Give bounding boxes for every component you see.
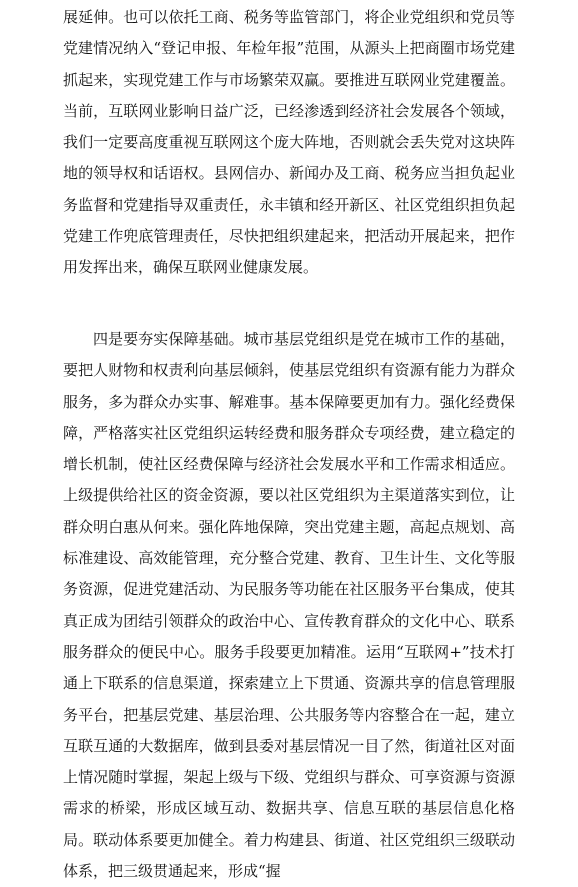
body-paragraph-1: 展延伸。也可以依托工商、税务等监管部门，将企业党组织和党员等党建情况纳入“登记申报、年检年报”范围，从源头上把商圈市场党建抓起来，实现党建工作与市场繁荣双赢。要推进互联网业党建覆盖。当前，互联网业影响日益广泛，已经渗透到经济社会发展各个领域，我们一定要高度重视互联网这个庞大阵地，否则就会丢失党对这块阵地的领导权和话语权。县网信办、新闻办及工商、税务应当担负起业务监督和党建指导双重责任，永丰镇和经开新区、社区党组织担负起党建工作兜底管理责任，尽快把组织建起来，把活动开展起来，把作用发挥出来，确保互联网业健康发展。 [63,8,515,277]
body-paragraph-2: 四是要夯实保障基础。城市基层党组织是党在城市工作的基础，要把人财物和权责利向基层倾斜，使基层党组织有资源有能力为群众服务，多为群众办实事、解难事。基本保障要更加有力。强化经费保障，严格落实社区党组织运转经费和服务群众专项经费，建立稳定的增长机制，使社区经费保障与经济社会发展水平和工作需求相适应。上级提供给社区的资金资源，要以社区党组织为主渠道落实到位，让群众明白惠从何来。强化阵地保障，突出党建主题，高起点规划、高标准建设、高效能管理，充分整合党建、教育、卫生计生、文化等服务资源，促进党建活动、为民服务等功能在社区服务平台集成，使其真正成为团结引领群众的政治中心、宣传教育群众的文化中心、联系服务群众的便民中心。服务手段要更加精准。运用“互联网+”技术打通上下联系的信息渠道，探索建立上下贯通、资源共享的信息管理服务平台，把基层党建、基层治理、公共服务等内容整合在一起，建立互联互通的大数据库，做到县委对基层情况一目了然，街道社区对面上情况随时掌握，架起上级与下级、党组织与群众、可享资源与资源需求的桥梁，形成区域互动、数据共享、信息互联的基层信息化格局。联动体系要更加健全。着力构建县、街道、社区党组织三级联动体系，把三级贯通起来，形成“握 [63,330,515,881]
